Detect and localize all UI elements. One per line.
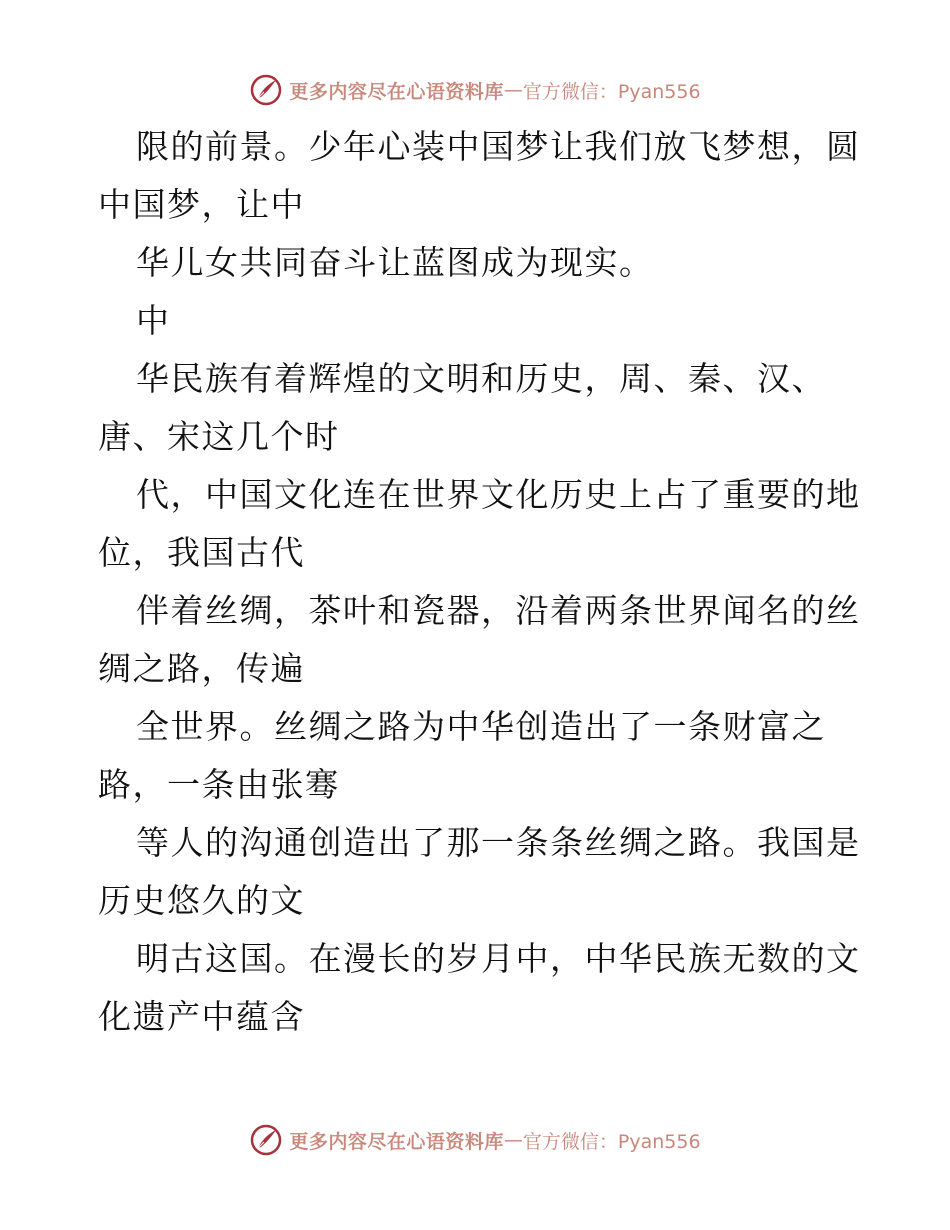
text-line: 位，我国古代 — [98, 533, 305, 572]
quill-logo-icon — [249, 1123, 283, 1157]
header-watermark — [0, 70, 950, 110]
text-line: 等人的沟通创造出了那一条条丝绸之路。我国是 — [136, 823, 861, 862]
text-line: 绸之路，传遍 — [98, 649, 305, 688]
text-line: 全世界。丝绸之路为中华创造出了一条财富之 — [136, 707, 826, 746]
quill-logo-icon — [249, 73, 283, 107]
text-line: 路，一条由张骞 — [98, 765, 340, 804]
document-body — [98, 118, 861, 1046]
text-line: 伴着丝绸，茶叶和瓷器，沿着两条世界闻名的丝 — [136, 591, 861, 630]
text-line: 华儿女共同奋斗让蓝图成为现实。 — [136, 243, 654, 282]
footer-watermark — [0, 1120, 950, 1160]
text-line: 化遗产中蕴含 — [98, 997, 305, 1036]
watermark-wechat: 官方微信：Pyan556 — [522, 80, 701, 103]
watermark-text: 更多内容尽在心语资料库 — [289, 1130, 504, 1153]
text-line: 历史悠久的文 — [98, 881, 305, 920]
text-line: 明古这国。在漫长的岁月中，中华民族无数的文 — [136, 939, 861, 978]
watermark-text: 更多内容尽在心语资料库 — [289, 80, 504, 103]
text-line: 限的前景。少年心装中国梦让我们放飞梦想，圆 — [136, 127, 861, 166]
watermark-separator: — — [503, 79, 523, 101]
text-line: 华民族有着辉煌的文明和历史，周、秦、汉、 — [136, 359, 826, 398]
text-line: 代，中国文化连在世界文化历史上占了重要的地 — [136, 475, 861, 514]
text-line: 中国梦，让中 — [98, 185, 305, 224]
text-line: 唐、宋这几个时 — [98, 417, 340, 456]
watermark-separator: — — [503, 1129, 523, 1151]
watermark-wechat: 官方微信：Pyan556 — [522, 1130, 701, 1153]
text-line: 中 — [136, 301, 171, 340]
